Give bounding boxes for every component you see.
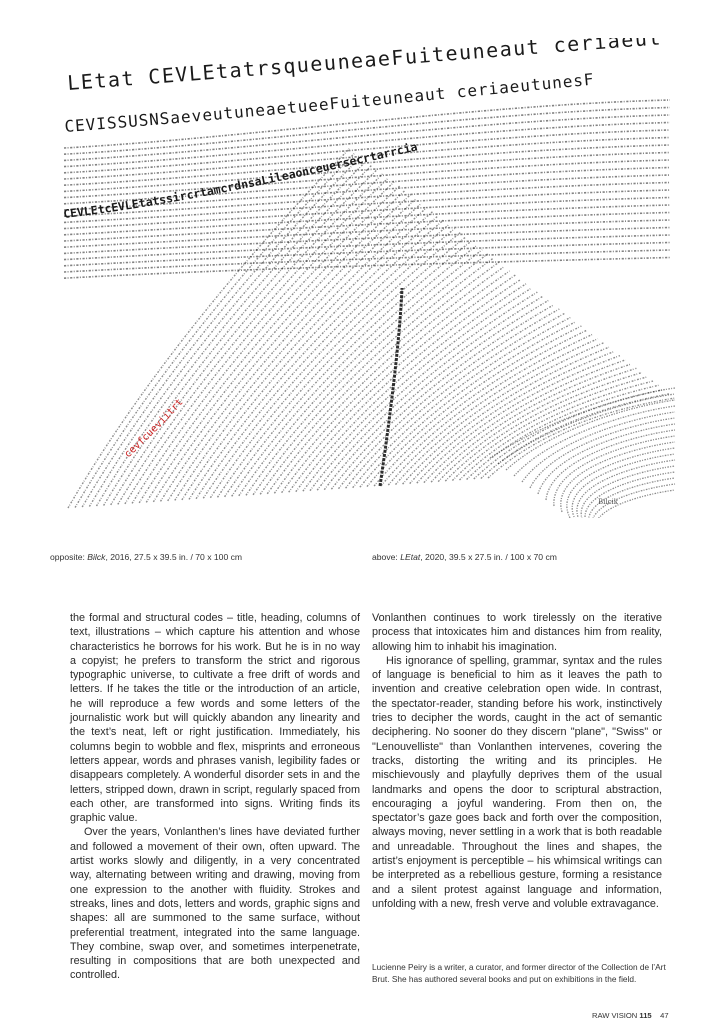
left-column — [70, 611, 360, 983]
left-column-paragraph-2: Over the years, Vonlanthen’s lines have deviated further and followed a movement of their own, often upward. The artist works slowly and diligently, in a very concentrated way, alternating between writing and drawing, moving from one expression to the another with fluidity. Strokes and streaks, lines and dots, letters and words, graphic signs and shapes: all are summoned to the same surface, without preferential treatment, integrated into the same language. They combine, swap over, and sometimes interpenetrate, resulting in compositions that are both unexpected and controlled. — [70, 826, 360, 982]
script-line — [346, 313, 565, 488]
script-line — [274, 271, 509, 493]
script-line — [64, 235, 670, 260]
artwork-heading-line-1: LEtat CEVLEtatrsqueuneaeFuiteuneaut ceriaeu — [66, 38, 650, 95]
artwork-heading-line-3: CEVLEtcEVLEtatssircrtamcrdnsaLileaonceuersecrtarrcia — [62, 139, 419, 221]
script-line — [339, 309, 560, 489]
script-line — [554, 436, 675, 506]
script-line — [438, 368, 636, 481]
caption-opposite-title: Bilck — [87, 552, 106, 562]
script-line — [367, 326, 581, 487]
script-line — [424, 360, 626, 483]
caption-above-prefix: above: — [372, 552, 401, 562]
script-line — [522, 412, 675, 482]
artwork-signature: Bilcik — [598, 498, 619, 506]
script-line — [64, 228, 670, 254]
script-line — [585, 472, 675, 518]
caption-opposite — [50, 552, 242, 562]
script-line — [232, 246, 477, 497]
script-line — [381, 334, 592, 485]
right-column — [372, 611, 662, 911]
right-column-paragraph-2: His ignorance of spelling, grammar, syntax and the rules of language is beneficial to him as it leaves the path to invention and creative celebration open wide. In contrast, the spectator-reader, standing before his work, instinctively tries to decipher the words, caught in the act of semantic deciphering. No sooner do they discern "plane", "Swiss" or "Lenouvelliste" than Vonlanthen intervenes, covering the tracks, distorting the writing and its principles. He mischievously and playfully deprives them of the usual landmarks and opens the door to scriptural abstraction, encouraging a joyful wandering. From then on, the spectator’s gaze goes back and forth over the composition, always moving, never settling in a work that is both readable and unreadable. Throughout the lines and shapes, the artist’s enjoyment is perceptible – his whimsical writings can be interpreted as a rebellious gesture, forming a resistance and a silent protest against language and information, unfolding with a new, fresh verve and voluble extravagance. — [372, 654, 662, 910]
footer-magazine: RAW VISION — [592, 1011, 640, 1020]
right-column-paragraph-1: Vonlanthen continues to work tirelessly on the iterative process that intoxicates him and distances him from reality, allowing him to inhabit his imagination. — [372, 612, 662, 653]
script-line — [282, 275, 516, 493]
script-line — [317, 296, 543, 490]
caption-opposite-details: , 2016, 27.5 x 39.5 in. / 70 x 100 cm — [105, 552, 243, 562]
script-line — [239, 250, 482, 496]
caption-above-details: , 2020, 39.5 x 27.5 in. / 100 x 70 cm — [420, 552, 557, 562]
caption-above-title: LEtat — [400, 552, 421, 562]
caption-opposite-prefix: opposite: — [50, 552, 88, 562]
page-footer — [592, 1011, 669, 1020]
script-line — [374, 330, 587, 486]
script-line — [530, 418, 675, 488]
footer-page-number: 47 — [660, 1011, 669, 1020]
artwork-letat — [50, 38, 684, 518]
author-bio: Lucienne Peiry is a writer, a curator, and former director of the Collection de l’Art Brut. She has authored several books and put on exhibitions in the field. — [372, 962, 666, 984]
script-line — [253, 258, 493, 495]
caption-above — [372, 552, 557, 562]
script-line — [118, 178, 389, 505]
artwork-heading-line-2: CEVISSUSNSaeveutuneaetueeFuiteuneaut ceriaeutunesF — [63, 69, 596, 136]
script-line — [452, 377, 647, 481]
script-line — [296, 284, 527, 492]
artwork-drawing — [50, 38, 684, 518]
footer-issue: 115 — [639, 1011, 652, 1020]
left-column-paragraph-1: the formal and structural codes – title, heading, columns of text, illustrations – which capture his attention and whose characteristics he borrows for his work. But he is in no way a copyist; he prefers to transform the strict and rigorous typographic universe, to cultivate a free drift of words and letters. If he takes the title or the introduction of an article, he will reproduce a few words and some letters of the journalistic work but will quickly abandon any linearity and the text’s neat, left or right justification. Immediately, his columns begin to wobble and flex, misprints and erroneous letters appear, words and phrases vanish, legibility fades or disappears completely. A wonderful disorder sets in and the letters, stripped down, drawn in script, regularly spaced from each other, are transformed into signs. Writing finds its graphic value. — [70, 612, 360, 825]
artwork-red-text: cevfcueviitrt — [122, 396, 186, 461]
